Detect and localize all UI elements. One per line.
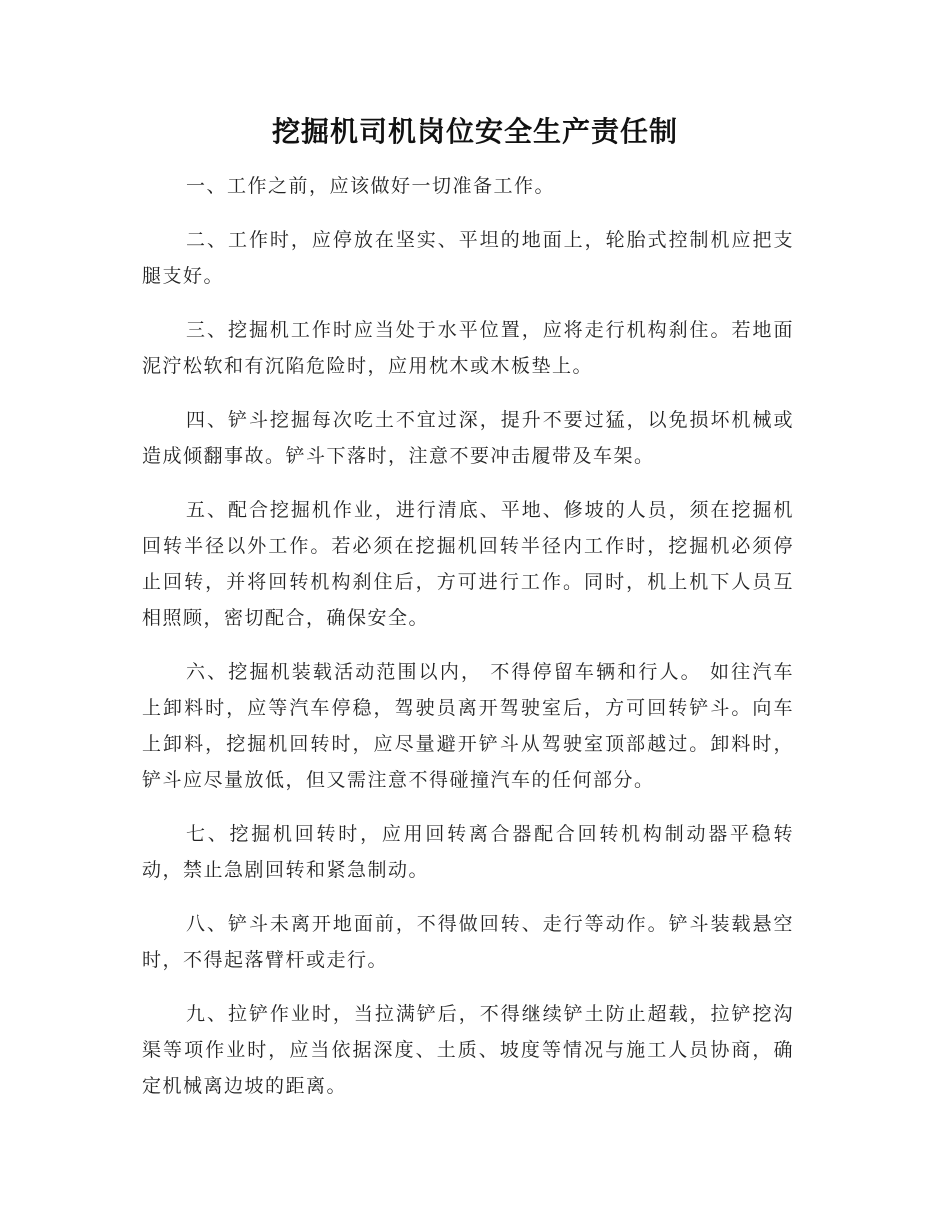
paragraph-7: 七、挖掘机回转时，应用回转离合器配合回转机构制动器平稳转动，禁止急剧回转和紧急制动。 — [142, 823, 794, 881]
paragraph-9: 九、拉铲作业时，当拉满铲后，不得继续铲土防止超载，拉铲挖沟渠等项作业时，应当依据深度、土质、坡度等情况与施工人员协商，确定机械离边坡的距离。 — [142, 1003, 794, 1097]
document-title: 挖掘机司机岗位安全生产责任制 — [271, 115, 678, 148]
paragraph-4: 四、铲斗挖掘每次吃土不宜过深，提升不要过猛，以免损坏机械或造成倾翻事故。铲斗下落时，注意不要冲击履带及车架。 — [142, 409, 794, 467]
paragraph-5: 五、配合挖掘机作业，进行清底、平地、修坡的人员，须在挖掘机回转半径以外工作。若必须在挖掘机回转半径内工作时，挖掘机必须停止回转，并将回转机构刹住后，方可进行工作。同时，机上机下人员互相照顾，密切配合，确保安全。 — [142, 499, 794, 629]
paragraph-6: 六、挖掘机装载活动范围以内， 不得停留车辆和行人。 如往汽车上卸料时，应等汽车停稳，驾驶员离开驾驶室后，方可回转铲斗。向车上卸料，挖掘机回转时，应尽量避开铲斗从驾驶室顶部越过。卸料时，铲斗应尽量放低，但又需注意不得碰撞汽车的任何部分。 — [142, 661, 794, 791]
document-body — [142, 168, 794, 1122]
paragraph-1: 一、工作之前，应该做好一切准备工作。 — [186, 175, 556, 197]
paragraph-8: 八、铲斗未离开地面前，不得做回转、走行等动作。铲斗装载悬空时，不得起落臂杆或走行。 — [142, 913, 794, 971]
paragraph-2: 二、工作时，应停放在坚实、平坦的地面上，轮胎式控制机应把支腿支好。 — [142, 229, 794, 287]
paragraph-3: 三、挖掘机工作时应当处于水平位置，应将走行机构刹住。若地面泥泞松软和有沉陷危险时，应用枕木或木板垫上。 — [142, 319, 794, 377]
